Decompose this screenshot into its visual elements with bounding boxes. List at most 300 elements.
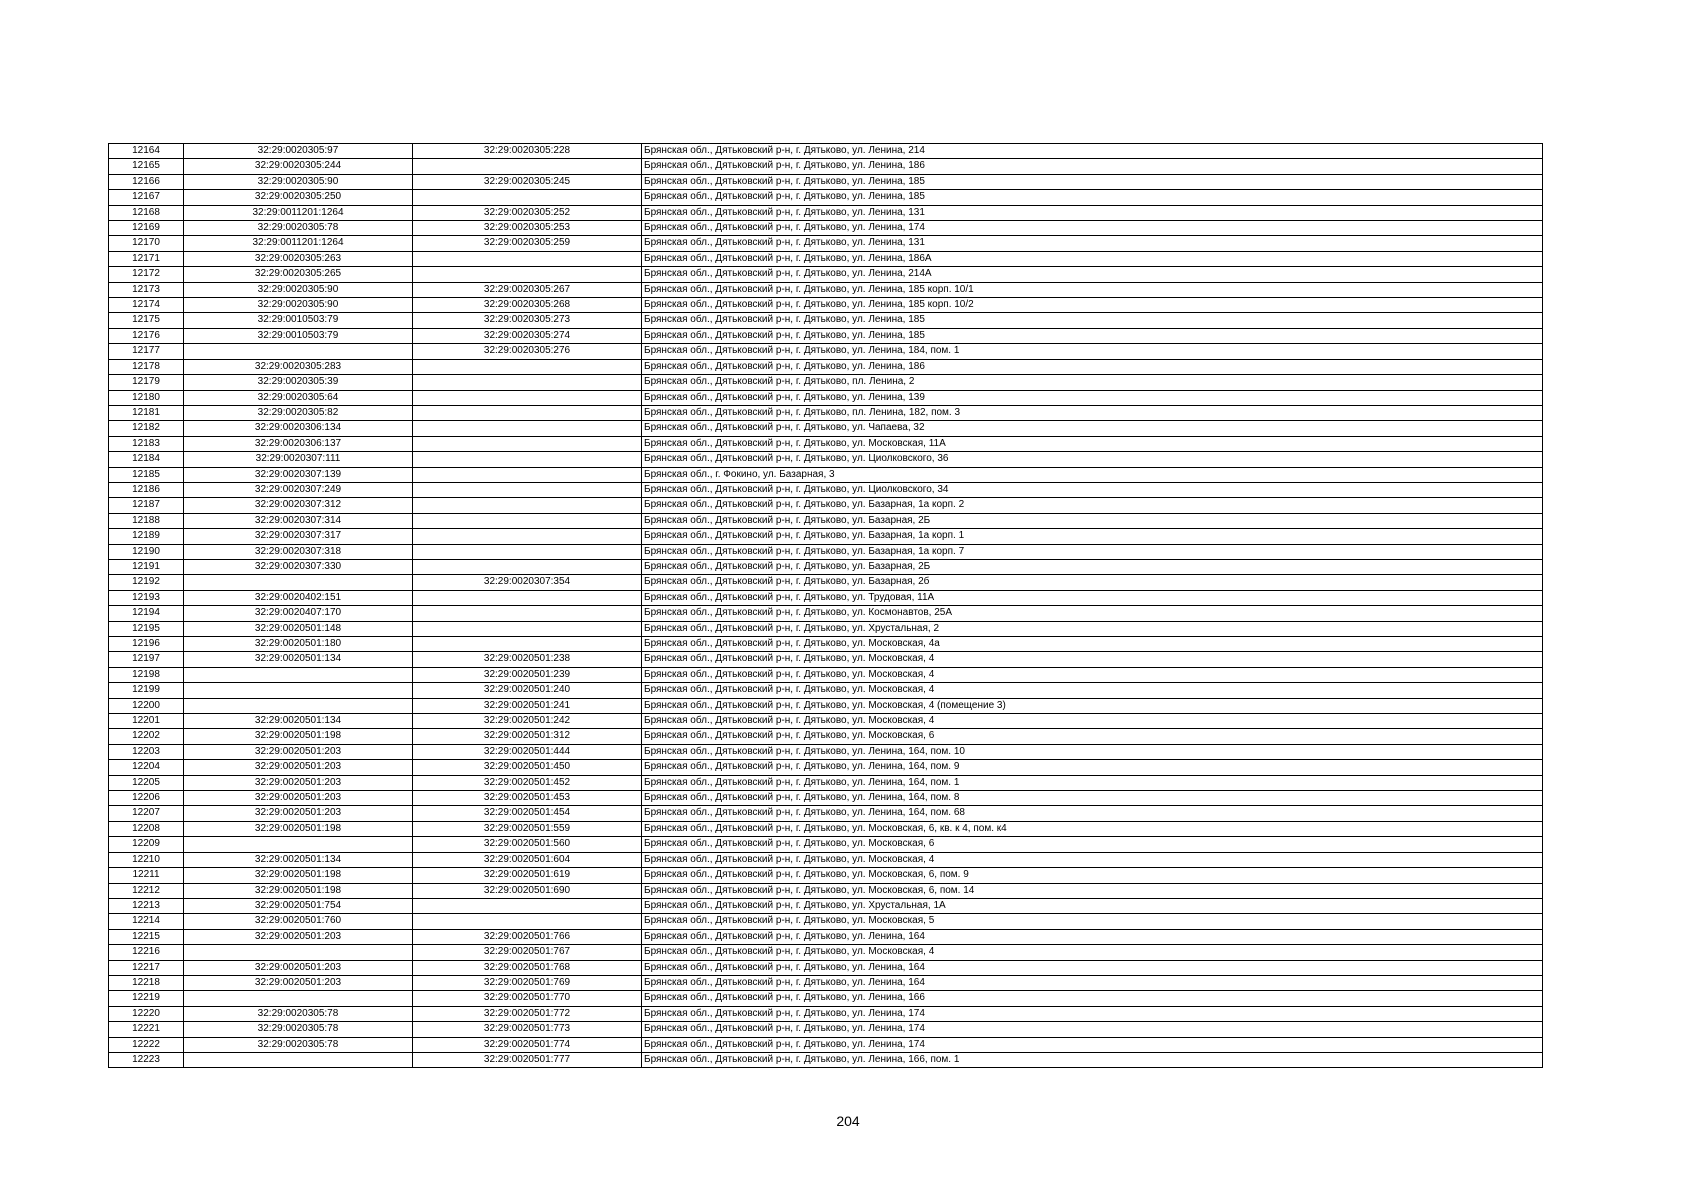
- table-row: [109, 914, 1543, 929]
- cadastral-number-cell: [184, 344, 413, 359]
- cadastral-number-cell: 32:29:0010503:79: [184, 313, 413, 328]
- address-cell: Брянская обл., Дятьковский р-н, г. Дятьково, ул. Ленина, 164, пом. 10: [642, 744, 1543, 759]
- address-cell: Брянская обл., Дятьковский р-н, г. Дятьково, ул. Ленина, 185: [642, 328, 1543, 343]
- row-number-cell: 12177: [109, 344, 184, 359]
- address-cell: Брянская обл., Дятьковский р-н, г. Дятьково, ул. Ленина, 164, пом. 8: [642, 791, 1543, 806]
- cadastral-number-cell: [184, 837, 413, 852]
- table-row: [109, 991, 1543, 1006]
- row-number-cell: 12216: [109, 945, 184, 960]
- object-number-cell: [413, 375, 642, 390]
- table-row: [109, 975, 1543, 990]
- row-number-cell: 12180: [109, 390, 184, 405]
- row-number-cell: 12192: [109, 575, 184, 590]
- object-number-cell: 32:29:0020305:253: [413, 221, 642, 236]
- cadastral-number-cell: 32:29:0020501:203: [184, 806, 413, 821]
- cadastral-number-cell: 32:29:0020501:203: [184, 929, 413, 944]
- table-row: [109, 174, 1543, 189]
- object-number-cell: 32:29:0020501:312: [413, 729, 642, 744]
- object-number-cell: 32:29:0020501:773: [413, 1022, 642, 1037]
- row-number-cell: 12174: [109, 298, 184, 313]
- cadastral-number-cell: 32:29:0020306:134: [184, 421, 413, 436]
- table-row: [109, 960, 1543, 975]
- cadastral-number-cell: [184, 1052, 413, 1067]
- object-number-cell: [413, 251, 642, 266]
- cadastral-number-cell: 32:29:0020501:754: [184, 898, 413, 913]
- row-number-cell: 12220: [109, 1006, 184, 1021]
- table-row: [109, 436, 1543, 451]
- address-cell: Брянская обл., Дятьковский р-н, г. Дятьково, ул. Ленина, 184, пом. 1: [642, 344, 1543, 359]
- row-number-cell: 12211: [109, 868, 184, 883]
- row-number-cell: 12191: [109, 559, 184, 574]
- table-row: [109, 452, 1543, 467]
- cadastral-number-cell: 32:29:0020305:78: [184, 1006, 413, 1021]
- cadastral-number-cell: [184, 667, 413, 682]
- cadastral-number-cell: 32:29:0020305:283: [184, 359, 413, 374]
- address-cell: Брянская обл., Дятьковский р-н, г. Дятьково, ул. Базарная, 1а корп. 7: [642, 544, 1543, 559]
- object-number-cell: [413, 482, 642, 497]
- table-row: [109, 236, 1543, 251]
- cadastral-number-cell: 32:29:0020501:148: [184, 621, 413, 636]
- object-number-cell: [413, 405, 642, 420]
- object-number-cell: 32:29:0020501:619: [413, 868, 642, 883]
- row-number-cell: 12187: [109, 498, 184, 513]
- table-row: [109, 390, 1543, 405]
- cadastral-number-cell: 32:29:0020501:198: [184, 729, 413, 744]
- cadastral-number-cell: 32:29:0020501:203: [184, 760, 413, 775]
- cadastral-number-cell: [184, 945, 413, 960]
- table-row: [109, 251, 1543, 266]
- object-number-cell: 32:29:0020501:769: [413, 975, 642, 990]
- object-number-cell: [413, 606, 642, 621]
- object-number-cell: [413, 559, 642, 574]
- table-row: [109, 929, 1543, 944]
- object-number-cell: 32:29:0020305:267: [413, 282, 642, 297]
- table-row: [109, 1037, 1543, 1052]
- object-number-cell: [413, 513, 642, 528]
- object-number-cell: 32:29:0020305:245: [413, 174, 642, 189]
- address-cell: Брянская обл., Дятьковский р-н, г. Дятьково, ул. Ленина, 164, пом. 68: [642, 806, 1543, 821]
- object-number-cell: [413, 621, 642, 636]
- table-row: [109, 544, 1543, 559]
- object-number-cell: 32:29:0020501:238: [413, 652, 642, 667]
- cadastral-number-cell: 32:29:0020501:198: [184, 821, 413, 836]
- address-cell: Брянская обл., Дятьковский р-н, г. Дятьково, ул. Московская, 4: [642, 667, 1543, 682]
- table-row: [109, 482, 1543, 497]
- row-number-cell: 12210: [109, 852, 184, 867]
- table-row: [109, 837, 1543, 852]
- row-number-cell: 12184: [109, 452, 184, 467]
- cadastral-number-cell: 32:29:0020501:134: [184, 714, 413, 729]
- row-number-cell: 12209: [109, 837, 184, 852]
- cadastral-number-cell: 32:29:0020501:203: [184, 775, 413, 790]
- row-number-cell: 12223: [109, 1052, 184, 1067]
- object-number-cell: 32:29:0020501:768: [413, 960, 642, 975]
- address-cell: Брянская обл., Дятьковский р-н, г. Дятьково, ул. Ленина, 185 корп. 10/1: [642, 282, 1543, 297]
- row-number-cell: 12193: [109, 590, 184, 605]
- object-number-cell: 32:29:0020501:240: [413, 683, 642, 698]
- row-number-cell: 12165: [109, 159, 184, 174]
- cadastral-number-cell: 32:29:0020305:90: [184, 298, 413, 313]
- address-cell: Брянская обл., Дятьковский р-н, г. Дятьково, ул. Чапаева, 32: [642, 421, 1543, 436]
- object-number-cell: 32:29:0020305:276: [413, 344, 642, 359]
- cadastral-number-cell: 32:29:0020307:111: [184, 452, 413, 467]
- row-number-cell: 12196: [109, 637, 184, 652]
- table-row: [109, 467, 1543, 482]
- cadastral-number-cell: 32:29:0011201:1264: [184, 236, 413, 251]
- object-number-cell: 32:29:0020501:772: [413, 1006, 642, 1021]
- table-row: [109, 559, 1543, 574]
- row-number-cell: 12168: [109, 205, 184, 220]
- object-number-cell: 32:29:0020305:273: [413, 313, 642, 328]
- table-row: [109, 621, 1543, 636]
- object-number-cell: 32:29:0020501:767: [413, 945, 642, 960]
- object-number-cell: [413, 159, 642, 174]
- table-row: [109, 590, 1543, 605]
- row-number-cell: 12194: [109, 606, 184, 621]
- row-number-cell: 12219: [109, 991, 184, 1006]
- table-row: [109, 344, 1543, 359]
- address-cell: Брянская обл., Дятьковский р-н, г. Дятьково, ул. Базарная, 2Б: [642, 513, 1543, 528]
- address-cell: Брянская обл., Дятьковский р-н, г. Дятьково, ул. Московская, 4 (помещение 3): [642, 698, 1543, 713]
- row-number-cell: 12164: [109, 144, 184, 159]
- object-number-cell: 32:29:0020501:453: [413, 791, 642, 806]
- row-number-cell: 12204: [109, 760, 184, 775]
- table-row: [109, 1022, 1543, 1037]
- object-number-cell: 32:29:0020501:241: [413, 698, 642, 713]
- cadastral-number-cell: 32:29:0020501:134: [184, 852, 413, 867]
- row-number-cell: 12208: [109, 821, 184, 836]
- table-row: [109, 298, 1543, 313]
- table-row: [109, 714, 1543, 729]
- cadastral-number-cell: 32:29:0020305:78: [184, 221, 413, 236]
- table-row: [109, 1052, 1543, 1067]
- address-cell: Брянская обл., Дятьковский р-н, г. Дятьково, пл. Ленина, 2: [642, 375, 1543, 390]
- address-cell: Брянская обл., Дятьковский р-н, г. Дятьково, ул. Циолковского, 36: [642, 452, 1543, 467]
- object-number-cell: 32:29:0020501:452: [413, 775, 642, 790]
- row-number-cell: 12167: [109, 190, 184, 205]
- row-number-cell: 12195: [109, 621, 184, 636]
- address-cell: Брянская обл., Дятьковский р-н, г. Дятьково, ул. Ленина, 164: [642, 929, 1543, 944]
- address-cell: Брянская обл., Дятьковский р-н, г. Дятьково, ул. Базарная, 2Б: [642, 559, 1543, 574]
- table-row: [109, 221, 1543, 236]
- row-number-cell: 12172: [109, 267, 184, 282]
- address-cell: Брянская обл., Дятьковский р-н, г. Дятьково, ул. Московская, 6: [642, 729, 1543, 744]
- object-number-cell: [413, 421, 642, 436]
- table-row: [109, 652, 1543, 667]
- cadastral-number-cell: 32:29:0020305:263: [184, 251, 413, 266]
- table-row: [109, 328, 1543, 343]
- object-number-cell: 32:29:0020501:559: [413, 821, 642, 836]
- cadastral-number-cell: 32:29:0020305:39: [184, 375, 413, 390]
- cadastral-number-cell: 32:29:0020307:249: [184, 482, 413, 497]
- row-number-cell: 12206: [109, 791, 184, 806]
- table-row: [109, 806, 1543, 821]
- cadastral-number-cell: 32:29:0020305:265: [184, 267, 413, 282]
- address-cell: Брянская обл., Дятьковский р-н, г. Дятьково, ул. Хрустальная, 1А: [642, 898, 1543, 913]
- address-cell: Брянская обл., Дятьковский р-н, г. Дятьково, ул. Хрустальная, 2: [642, 621, 1543, 636]
- table-row: [109, 267, 1543, 282]
- object-number-cell: [413, 436, 642, 451]
- row-number-cell: 12207: [109, 806, 184, 821]
- table-row: [109, 883, 1543, 898]
- table-row: [109, 637, 1543, 652]
- cadastral-number-cell: 32:29:0020305:78: [184, 1022, 413, 1037]
- cadastral-number-cell: 32:29:0020306:137: [184, 436, 413, 451]
- cadastral-number-cell: 32:29:0020305:90: [184, 174, 413, 189]
- address-cell: Брянская обл., Дятьковский р-н, г. Дятьково, ул. Базарная, 1а корп. 1: [642, 529, 1543, 544]
- cadastral-number-cell: 32:29:0020307:312: [184, 498, 413, 513]
- table-row: [109, 190, 1543, 205]
- row-number-cell: 12189: [109, 529, 184, 544]
- address-cell: Брянская обл., Дятьковский р-н, г. Дятьково, ул. Ленина, 166, пом. 1: [642, 1052, 1543, 1067]
- object-number-cell: [413, 359, 642, 374]
- cadastral-number-cell: 32:29:0020307:317: [184, 529, 413, 544]
- row-number-cell: 12200: [109, 698, 184, 713]
- address-cell: Брянская обл., Дятьковский р-н, г. Дятьково, ул. Московская, 4: [642, 683, 1543, 698]
- address-cell: Брянская обл., Дятьковский р-н, г. Дятьково, ул. Ленина, 185 корп. 10/2: [642, 298, 1543, 313]
- address-cell: Брянская обл., Дятьковский р-н, г. Дятьково, ул. Космонавтов, 25А: [642, 606, 1543, 621]
- address-cell: Брянская обл., Дятьковский р-н, г. Дятьково, ул. Ленина, 186: [642, 159, 1543, 174]
- table-row: [109, 852, 1543, 867]
- row-number-cell: 12186: [109, 482, 184, 497]
- row-number-cell: 12173: [109, 282, 184, 297]
- table-row: [109, 313, 1543, 328]
- table-row: [109, 529, 1543, 544]
- address-cell: Брянская обл., Дятьковский р-н, г. Дятьково, ул. Ленина, 164, пом. 9: [642, 760, 1543, 775]
- address-cell: Брянская обл., Дятьковский р-н, г. Дятьково, ул. Московская, 6, кв. к 4, пом. к4: [642, 821, 1543, 836]
- row-number-cell: 12178: [109, 359, 184, 374]
- row-number-cell: 12175: [109, 313, 184, 328]
- object-number-cell: [413, 467, 642, 482]
- row-number-cell: 12214: [109, 914, 184, 929]
- address-cell: Брянская обл., Дятьковский р-н, г. Дятьково, ул. Московская, 6: [642, 837, 1543, 852]
- object-number-cell: 32:29:0020501:777: [413, 1052, 642, 1067]
- row-number-cell: 12201: [109, 714, 184, 729]
- table-row: [109, 868, 1543, 883]
- address-cell: Брянская обл., Дятьковский р-н, г. Дятьково, ул. Ленина, 214А: [642, 267, 1543, 282]
- table-row: [109, 729, 1543, 744]
- object-number-cell: [413, 914, 642, 929]
- cadastral-number-cell: 32:29:0020305:244: [184, 159, 413, 174]
- address-cell: Брянская обл., Дятьковский р-н, г. Дятьково, ул. Базарная, 1а корп. 2: [642, 498, 1543, 513]
- table-row: [109, 945, 1543, 960]
- row-number-cell: 12190: [109, 544, 184, 559]
- address-cell: Брянская обл., Дятьковский р-н, г. Дятьково, ул. Ленина, 164: [642, 960, 1543, 975]
- table-row: [109, 575, 1543, 590]
- table-row: [109, 821, 1543, 836]
- address-cell: Брянская обл., Дятьковский р-н, г. Дятьково, ул. Ленина, 174: [642, 1037, 1543, 1052]
- table-row: [109, 775, 1543, 790]
- address-cell: Брянская обл., Дятьковский р-н, г. Дятьково, ул. Московская, 4: [642, 652, 1543, 667]
- row-number-cell: 12185: [109, 467, 184, 482]
- cadastral-number-cell: 32:29:0020305:90: [184, 282, 413, 297]
- cadastral-number-cell: [184, 683, 413, 698]
- cadastral-table: [108, 143, 1543, 1068]
- table-body: [109, 144, 1543, 1068]
- object-number-cell: 32:29:0020501:690: [413, 883, 642, 898]
- object-number-cell: [413, 390, 642, 405]
- row-number-cell: 12218: [109, 975, 184, 990]
- address-cell: Брянская обл., Дятьковский р-н, г. Дятьково, ул. Циолковского, 34: [642, 482, 1543, 497]
- table-row: [109, 606, 1543, 621]
- table-row: [109, 513, 1543, 528]
- table-row: [109, 898, 1543, 913]
- table-row: [109, 698, 1543, 713]
- address-cell: Брянская обл., Дятьковский р-н, г. Дятьково, пл. Ленина, 182, пом. 3: [642, 405, 1543, 420]
- row-number-cell: 12217: [109, 960, 184, 975]
- cadastral-number-cell: 32:29:0020501:198: [184, 883, 413, 898]
- address-cell: Брянская обл., Дятьковский р-н, г. Дятьково, ул. Московская, 4а: [642, 637, 1543, 652]
- cadastral-number-cell: 32:29:0010503:79: [184, 328, 413, 343]
- row-number-cell: 12176: [109, 328, 184, 343]
- row-number-cell: 12213: [109, 898, 184, 913]
- cadastral-number-cell: [184, 575, 413, 590]
- object-number-cell: [413, 498, 642, 513]
- cadastral-number-cell: 32:29:0020501:203: [184, 744, 413, 759]
- row-number-cell: 12221: [109, 1022, 184, 1037]
- row-number-cell: 12205: [109, 775, 184, 790]
- cadastral-number-cell: 32:29:0020307:318: [184, 544, 413, 559]
- row-number-cell: 12182: [109, 421, 184, 436]
- address-cell: Брянская обл., Дятьковский р-н, г. Дятьково, ул. Ленина, 185: [642, 190, 1543, 205]
- object-number-cell: 32:29:0020501:450: [413, 760, 642, 775]
- row-number-cell: 12203: [109, 744, 184, 759]
- page-number: 204: [836, 1113, 860, 1129]
- row-number-cell: 12222: [109, 1037, 184, 1052]
- cadastral-number-cell: [184, 698, 413, 713]
- object-number-cell: 32:29:0020501:560: [413, 837, 642, 852]
- object-number-cell: 32:29:0020501:242: [413, 714, 642, 729]
- cadastral-number-cell: 32:29:0020402:151: [184, 590, 413, 605]
- object-number-cell: 32:29:0020501:444: [413, 744, 642, 759]
- address-cell: Брянская обл., Дятьковский р-н, г. Дятьково, ул. Ленина, 139: [642, 390, 1543, 405]
- table-row: [109, 375, 1543, 390]
- cadastral-number-cell: 32:29:0020305:97: [184, 144, 413, 159]
- table-row: [109, 359, 1543, 374]
- object-number-cell: [413, 529, 642, 544]
- address-cell: Брянская обл., Дятьковский р-н, г. Дятьково, ул. Ленина, 131: [642, 236, 1543, 251]
- table-row: [109, 282, 1543, 297]
- address-cell: Брянская обл., Дятьковский р-н, г. Дятьково, ул. Московская, 4: [642, 714, 1543, 729]
- cadastral-number-cell: 32:29:0020501:198: [184, 868, 413, 883]
- address-cell: Брянская обл., Дятьковский р-н, г. Дятьково, ул. Трудовая, 11А: [642, 590, 1543, 605]
- address-cell: Брянская обл., Дятьковский р-н, г. Дятьково, ул. Ленина, 131: [642, 205, 1543, 220]
- address-cell: Брянская обл., Дятьковский р-н, г. Дятьково, ул. Ленина, 164, пом. 1: [642, 775, 1543, 790]
- cadastral-number-cell: 32:29:0020305:250: [184, 190, 413, 205]
- row-number-cell: 12197: [109, 652, 184, 667]
- address-cell: Брянская обл., Дятьковский р-н, г. Дятьково, ул. Ленина, 174: [642, 1006, 1543, 1021]
- object-number-cell: [413, 637, 642, 652]
- table-row: [109, 667, 1543, 682]
- cadastral-number-cell: 32:29:0020305:78: [184, 1037, 413, 1052]
- cadastral-number-cell: 32:29:0020501:134: [184, 652, 413, 667]
- table-row: [109, 1006, 1543, 1021]
- cadastral-number-cell: 32:29:0020407:170: [184, 606, 413, 621]
- row-number-cell: 12179: [109, 375, 184, 390]
- object-number-cell: 32:29:0020305:268: [413, 298, 642, 313]
- row-number-cell: 12181: [109, 405, 184, 420]
- row-number-cell: 12198: [109, 667, 184, 682]
- object-number-cell: [413, 544, 642, 559]
- address-cell: Брянская обл., Дятьковский р-н, г. Дятьково, ул. Ленина, 166: [642, 991, 1543, 1006]
- address-cell: Брянская обл., Дятьковский р-н, г. Дятьково, ул. Ленина, 185: [642, 174, 1543, 189]
- object-number-cell: 32:29:0020501:766: [413, 929, 642, 944]
- address-cell: Брянская обл., г. Фокино, ул. Базарная, 3: [642, 467, 1543, 482]
- table-row: [109, 744, 1543, 759]
- cadastral-number-cell: 32:29:0020501:760: [184, 914, 413, 929]
- cadastral-number-cell: 32:29:0020305:82: [184, 405, 413, 420]
- cadastral-number-cell: 32:29:0020305:64: [184, 390, 413, 405]
- cadastral-number-cell: 32:29:0020501:203: [184, 975, 413, 990]
- row-number-cell: 12212: [109, 883, 184, 898]
- address-cell: Брянская обл., Дятьковский р-н, г. Дятьково, ул. Ленина, 186: [642, 359, 1543, 374]
- object-number-cell: [413, 590, 642, 605]
- object-number-cell: [413, 898, 642, 913]
- row-number-cell: 12171: [109, 251, 184, 266]
- table-row: [109, 791, 1543, 806]
- object-number-cell: [413, 267, 642, 282]
- cadastral-number-cell: 32:29:0020501:203: [184, 960, 413, 975]
- object-number-cell: 32:29:0020307:354: [413, 575, 642, 590]
- row-number-cell: 12202: [109, 729, 184, 744]
- cadastral-number-cell: 32:29:0011201:1264: [184, 205, 413, 220]
- object-number-cell: 32:29:0020501:239: [413, 667, 642, 682]
- cadastral-number-cell: 32:29:0020307:139: [184, 467, 413, 482]
- row-number-cell: 12199: [109, 683, 184, 698]
- cadastral-number-cell: 32:29:0020501:203: [184, 791, 413, 806]
- address-cell: Брянская обл., Дятьковский р-н, г. Дятьково, ул. Московская, 6, пом. 9: [642, 868, 1543, 883]
- object-number-cell: 32:29:0020305:252: [413, 205, 642, 220]
- table-row: [109, 159, 1543, 174]
- address-cell: Брянская обл., Дятьковский р-н, г. Дятьково, ул. Ленина, 174: [642, 1022, 1543, 1037]
- address-cell: Брянская обл., Дятьковский р-н, г. Дятьково, ул. Ленина, 186А: [642, 251, 1543, 266]
- address-cell: Брянская обл., Дятьковский р-н, г. Дятьково, ул. Ленина, 185: [642, 313, 1543, 328]
- object-number-cell: [413, 452, 642, 467]
- table-row: [109, 683, 1543, 698]
- address-cell: Брянская обл., Дятьковский р-н, г. Дятьково, ул. Московская, 5: [642, 914, 1543, 929]
- row-number-cell: 12215: [109, 929, 184, 944]
- row-number-cell: 12183: [109, 436, 184, 451]
- object-number-cell: 32:29:0020501:454: [413, 806, 642, 821]
- table-row: [109, 498, 1543, 513]
- row-number-cell: 12166: [109, 174, 184, 189]
- cadastral-number-cell: 32:29:0020307:314: [184, 513, 413, 528]
- row-number-cell: 12170: [109, 236, 184, 251]
- row-number-cell: 12188: [109, 513, 184, 528]
- address-cell: Брянская обл., Дятьковский р-н, г. Дятьково, ул. Московская, 4: [642, 852, 1543, 867]
- object-number-cell: 32:29:0020305:228: [413, 144, 642, 159]
- cadastral-number-cell: [184, 991, 413, 1006]
- address-cell: Брянская обл., Дятьковский р-н, г. Дятьково, ул. Ленина, 214: [642, 144, 1543, 159]
- row-number-cell: 12169: [109, 221, 184, 236]
- table-row: [109, 144, 1543, 159]
- object-number-cell: 32:29:0020305:274: [413, 328, 642, 343]
- object-number-cell: [413, 190, 642, 205]
- object-number-cell: 32:29:0020501:774: [413, 1037, 642, 1052]
- address-cell: Брянская обл., Дятьковский р-н, г. Дятьково, ул. Базарная, 2б: [642, 575, 1543, 590]
- table-row: [109, 421, 1543, 436]
- cadastral-number-cell: 32:29:0020307:330: [184, 559, 413, 574]
- cadastral-number-cell: 32:29:0020501:180: [184, 637, 413, 652]
- address-cell: Брянская обл., Дятьковский р-н, г. Дятьково, ул. Ленина, 164: [642, 975, 1543, 990]
- table-row: [109, 405, 1543, 420]
- address-cell: Брянская обл., Дятьковский р-н, г. Дятьково, ул. Московская, 4: [642, 945, 1543, 960]
- object-number-cell: 32:29:0020501:604: [413, 852, 642, 867]
- table-row: [109, 760, 1543, 775]
- table-row: [109, 205, 1543, 220]
- address-cell: Брянская обл., Дятьковский р-н, г. Дятьково, ул. Московская, 6, пом. 14: [642, 883, 1543, 898]
- address-cell: Брянская обл., Дятьковский р-н, г. Дятьково, ул. Московская, 11А: [642, 436, 1543, 451]
